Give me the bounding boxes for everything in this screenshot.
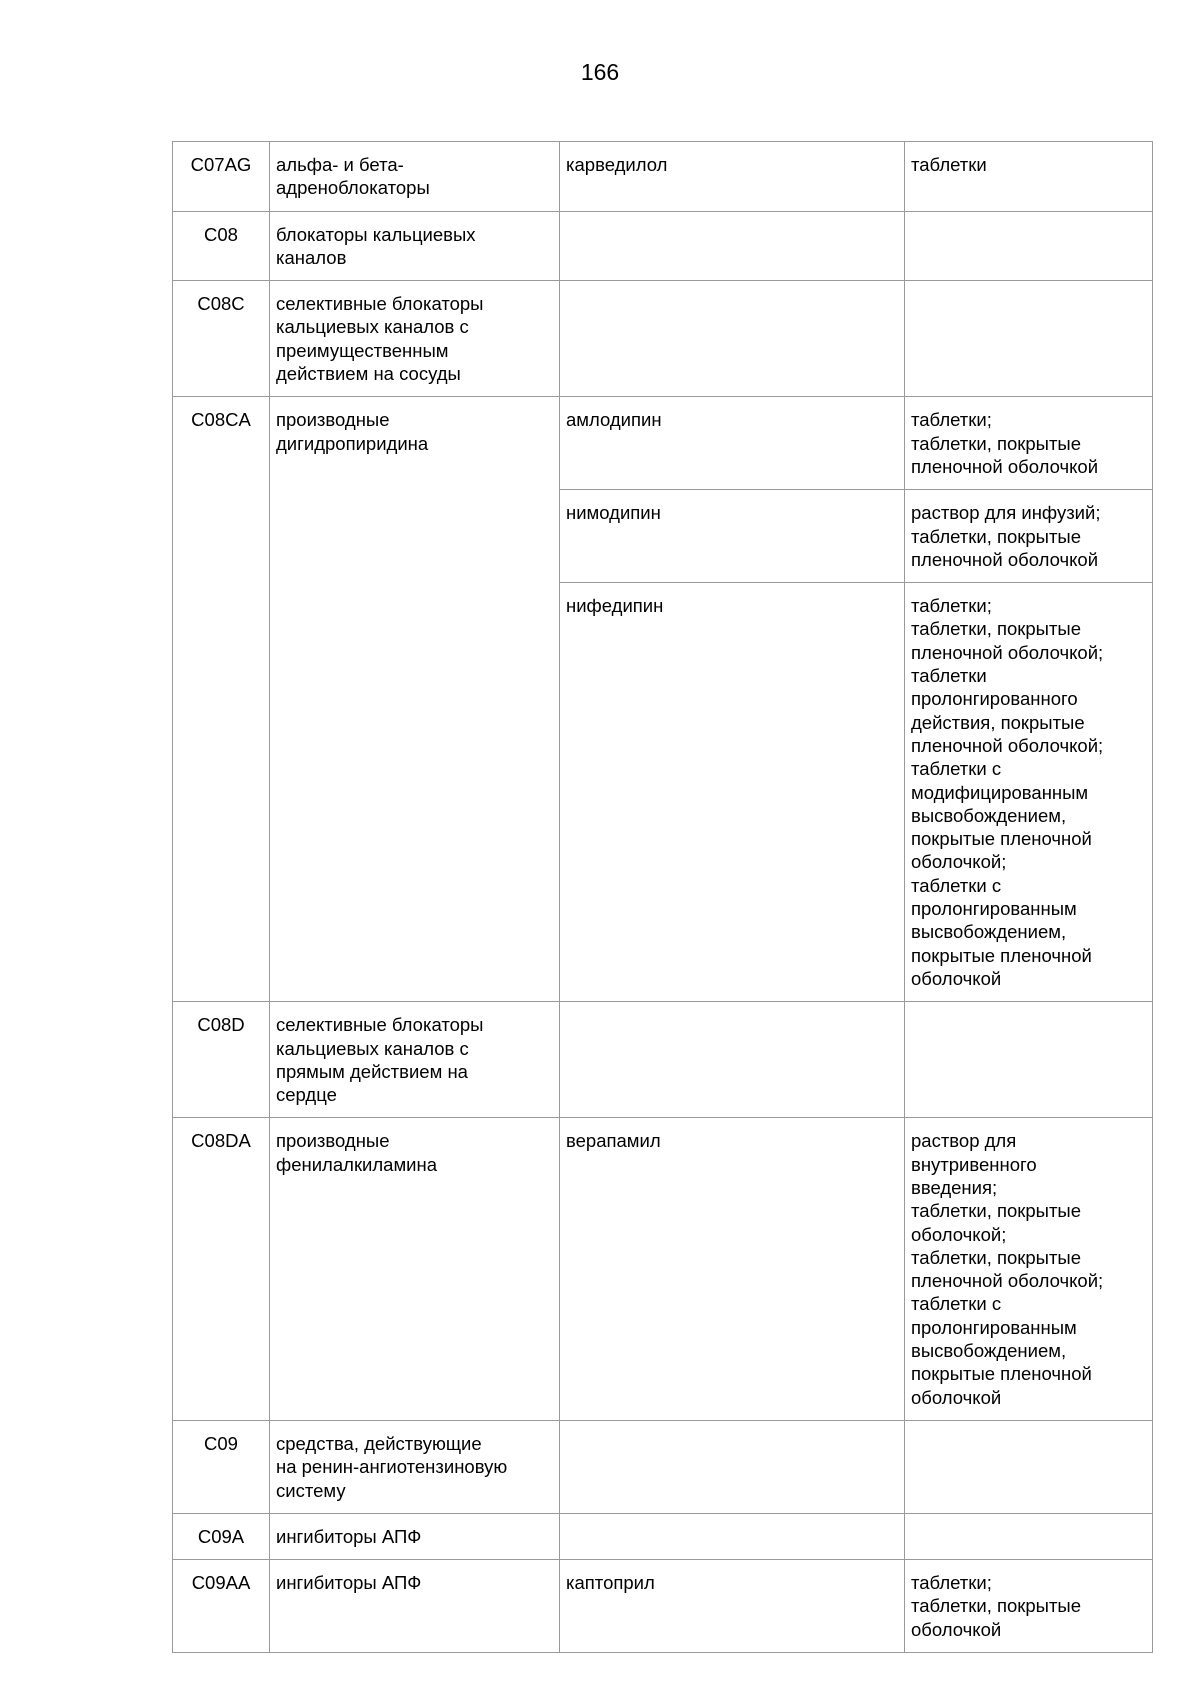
dosage-form-cell: таблетки; таблетки, покрытые оболочкой [905, 1560, 1153, 1653]
drug-name-cell [560, 281, 905, 397]
drug-name-cell: амлодипин [560, 397, 905, 490]
dosage-form-cell [905, 1513, 1153, 1559]
atc-code-cell: C08DA [173, 1118, 270, 1421]
group-name-cell: производные дигидропиридина [270, 397, 560, 1002]
group-name-cell: альфа- и бета- адреноблокаторы [270, 142, 560, 212]
atc-code-cell: C08C [173, 281, 270, 397]
atc-code-cell: C09 [173, 1420, 270, 1513]
dosage-form-cell [905, 1002, 1153, 1118]
drug-name-cell: верапамил [560, 1118, 905, 1421]
group-name-cell: производные фенилалкиламина [270, 1118, 560, 1421]
dosage-form-cell [905, 211, 1153, 281]
atc-code-cell: C09A [173, 1513, 270, 1559]
dosage-form-cell: таблетки [905, 142, 1153, 212]
table-row [173, 1118, 1153, 1421]
table-row [173, 281, 1153, 397]
table-row [173, 211, 1153, 281]
table-row [173, 1513, 1153, 1559]
table-row [173, 1002, 1153, 1118]
group-name-cell: ингибиторы АПФ [270, 1513, 560, 1559]
dosage-form-cell: таблетки; таблетки, покрытые пленочной оболочкой [905, 397, 1153, 490]
drug-classification-table [172, 141, 1153, 1653]
atc-code-cell: C08 [173, 211, 270, 281]
atc-code-cell: C08CA [173, 397, 270, 1002]
group-name-cell: блокаторы кальциевых каналов [270, 211, 560, 281]
group-name-cell: ингибиторы АПФ [270, 1560, 560, 1653]
atc-code-cell: C07AG [173, 142, 270, 212]
dosage-form-cell: раствор для инфузий; таблетки, покрытые пленочной оболочкой [905, 490, 1153, 583]
dosage-form-cell [905, 1420, 1153, 1513]
atc-code-cell: C08D [173, 1002, 270, 1118]
table-row [173, 1420, 1153, 1513]
drug-name-cell [560, 1420, 905, 1513]
page-number: 166 [580, 59, 620, 85]
group-name-cell: селективные блокаторы кальциевых каналов с прямым действием на сердце [270, 1002, 560, 1118]
drug-name-cell: нифедипин [560, 583, 905, 1002]
drug-name-cell: каптоприл [560, 1560, 905, 1653]
drug-name-cell [560, 211, 905, 281]
drug-name-cell [560, 1002, 905, 1118]
dosage-form-cell [905, 281, 1153, 397]
table-row [173, 1560, 1153, 1653]
drug-name-cell: карведилол [560, 142, 905, 212]
dosage-form-cell: таблетки; таблетки, покрытые пленочной оболочкой; таблетки пролонгированного действия, покрытые пленочной оболочкой; таблетки с модифицированным высвобождением, покрытые пленочной оболочкой; таблетки с пролонгированным высвобождением, покрытые пленочной оболочкой [905, 583, 1153, 1002]
group-name-cell: селективные блокаторы кальциевых каналов с преимущественным действием на сосуды [270, 281, 560, 397]
drug-name-cell: нимодипин [560, 490, 905, 583]
table-row [173, 397, 1153, 490]
table-row [173, 142, 1153, 212]
atc-code-cell: C09AA [173, 1560, 270, 1653]
group-name-cell: средства, действующие на ренин-ангиотензиновую систему [270, 1420, 560, 1513]
dosage-form-cell: раствор для внутривенного введения; таблетки, покрытые оболочкой; таблетки, покрытые пленочной оболочкой; таблетки с пролонгированным высвобождением, покрытые пленочной оболочкой [905, 1118, 1153, 1421]
drug-name-cell [560, 1513, 905, 1559]
